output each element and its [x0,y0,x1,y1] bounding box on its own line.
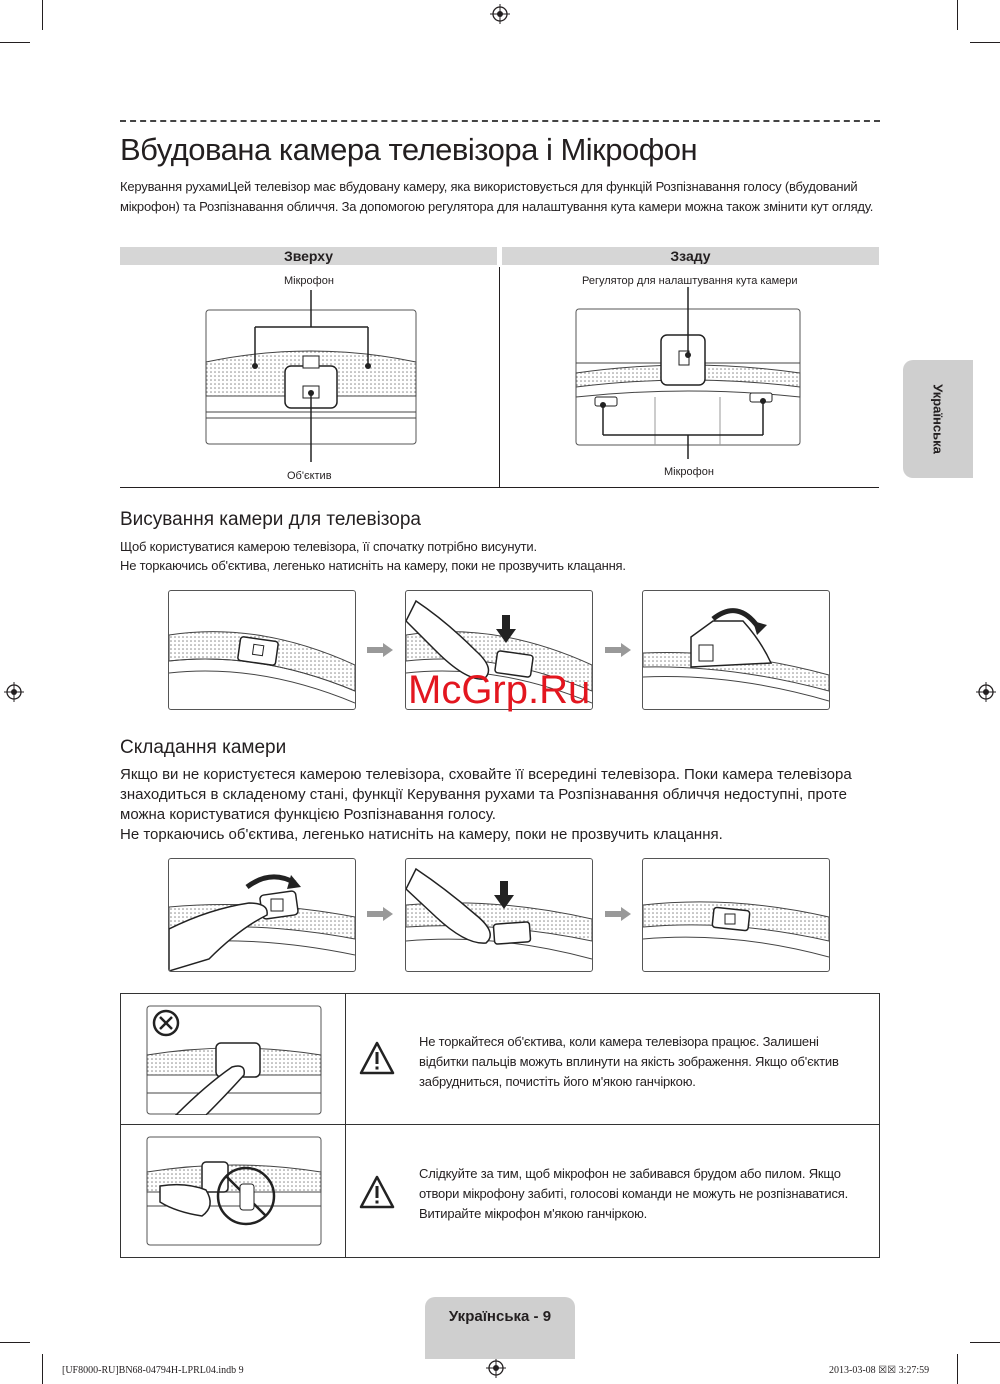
caution-text-microphone: Слідкуйте за тим, щоб мікрофон не забивався брудом або пилом. Якщо отвори мікрофону забиті, голосові команди не можуть не розпізнаватися. Витирайте мікрофон м'якою ганчіркою. [419,1166,849,1221]
step-arrow-icon [367,907,393,921]
extend-step-1-illustration [168,590,356,710]
registration-mark-icon [490,4,510,24]
crop-mark [0,42,30,43]
intro-paragraph: Керування рухамиЦей телевізор має вбудовану камеру, яка використовується для функцій Розпізнавання голосу (вбудований мікрофон) та Розпізнавання обличчя. За допомогою регулятора для налаштування кута камери можна також змінити кут огляду. [120,179,874,214]
back-adjuster-label: Регулятор для налаштування кута камери [582,275,798,287]
warning-icon [359,1175,395,1209]
page-number-label: Українська - 9 [448,1308,552,1325]
fold-step-1-illustration [168,858,356,972]
fold-heading: Складання камери [120,737,287,758]
page-number-tab [425,1297,575,1359]
back-view-header: Ззаду [502,247,879,265]
footer-file-info: [UF8000-RU]BN68-04794H-LPRL04.indb 9 [62,1365,244,1376]
extend-heading: Висування камери для телевізора [120,509,422,530]
side-tab-label: Українська [930,384,946,454]
top-view-header: Зверху [120,247,497,265]
registration-mark-icon [976,682,996,702]
page-title: Вбудована камера телевізора і Мікрофон [120,132,698,167]
column-divider [499,267,500,487]
warning-icon [359,1041,395,1075]
fold-line-2: Не торкаючись об'єктива, легенько натисніть на камеру, поки не прозвучить клацання. [120,826,723,843]
extend-line-2: Не торкаючись об'єктива, легенько натисніть на камеру, поки не прозвучить клацання. [120,558,626,573]
extend-step-3-illustration [642,590,830,710]
prohibited-icon [151,1008,181,1038]
top-microphone-label: Мікрофон [284,275,334,287]
top-lens-label: Об'єктив [287,470,332,482]
step-arrow-icon [367,643,393,657]
caution-table [120,993,880,1258]
language-side-tab [903,360,973,478]
crop-mark [42,0,43,30]
caution-microphone-illustration [146,1136,322,1246]
crop-mark [970,42,1000,43]
back-microphone-label: Мікрофон [664,466,714,478]
crop-mark [42,1354,43,1384]
crop-mark [957,0,958,30]
crop-mark [0,1342,30,1343]
watermark: McGrp.Ru [408,668,591,712]
step-arrow-icon [605,907,631,921]
top-view-illustration [205,290,417,462]
footer-timestamp: 2013-03-08 ☒☒ 3:27:59 [829,1365,930,1376]
crop-mark [957,1354,958,1384]
table-column-divider [345,994,346,1257]
table-row-divider [121,1124,879,1125]
dashed-divider [120,120,880,122]
fold-step-2-illustration [405,858,593,972]
extend-line-1: Щоб користуватися камерою телевізора, її спочатку потрібно висунути. [120,539,537,554]
back-view-illustration [575,287,801,459]
registration-mark-icon [486,1358,506,1378]
fold-step-3-illustration [642,858,830,972]
registration-mark-icon [4,682,24,702]
section-rule [120,487,879,488]
caution-text-lens: Не торкайтеся об'єктива, коли камера телевізора працює. Залишені відбитки пальців можуть вплинути на якість зображення. Якщо об'єктив забрудниться, почистіть його м'якою ганчіркою. [419,1034,839,1089]
step-arrow-icon [605,643,631,657]
crop-mark [970,1342,1000,1343]
fold-paragraph: Якщо ви не користуєтеся камерою телевізора, сховайте її всередині телевізора. Поки камера телевізора знаходиться в складеному стані, функції Керування рухами та Розпізнавання обличчя недоступні, проте можна користуватися функцією Розпізнавання голосу. [120,766,852,823]
